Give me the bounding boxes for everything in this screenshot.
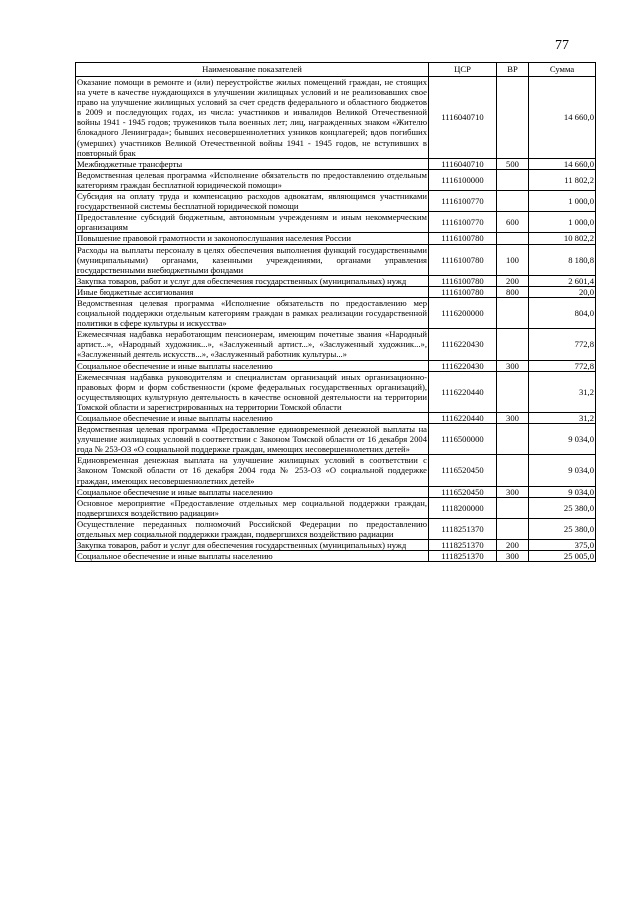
cell-vr xyxy=(497,77,529,159)
cell-csr: 1118251370 xyxy=(429,551,497,562)
cell-csr: 1116100780 xyxy=(429,286,497,297)
page-number: 77 xyxy=(555,38,569,53)
cell-name: Повышение правовой грамотности и законопослушания населения России xyxy=(76,233,429,244)
table-row xyxy=(76,371,596,412)
cell-sum: 14 660,0 xyxy=(529,158,596,169)
table-row xyxy=(76,286,596,297)
cell-vr xyxy=(497,297,529,328)
cell-name: Основное мероприятие «Предоставление отдельных мер социальной поддержки граждан, подвергшихся воздействию радиации» xyxy=(77,497,427,518)
cell-csr: 1116040710 xyxy=(429,77,497,159)
cell-csr: 1116100780 xyxy=(429,275,497,286)
cell-csr: 1118200000 xyxy=(429,497,497,518)
cell-vr: 100 xyxy=(497,244,529,275)
cell-csr: 1116040710 xyxy=(429,158,497,169)
cell-name: Закупка товаров, работ и услуг для обеспечения государственных (муниципальных) нужд xyxy=(76,540,429,551)
table-header-row xyxy=(76,63,596,77)
table-row xyxy=(76,244,596,275)
cell-vr: 800 xyxy=(497,286,529,297)
cell-name: Единовременная денежная выплата на улучшение жилищных условий в соответствии с Законом Томской области от 16 декабря 2004 года № 253-ОЗ «О социальной поддержке граждан, имеющих несовершеннолетних детей» xyxy=(77,455,427,486)
cell-vr: 300 xyxy=(497,486,529,497)
cell-vr xyxy=(497,371,529,412)
table-row xyxy=(76,233,596,244)
cell-csr: 1116520450 xyxy=(429,486,497,497)
table-row xyxy=(76,540,596,551)
cell-name: Расходы на выплаты персоналу в целях обеспечения выполнения функций государственными (муниципальными) органами, казенными учреждениями, органами управления государственными внебюджетными фондами xyxy=(77,244,427,275)
cell-name: Социальное обеспечение и иные выплаты населению xyxy=(76,360,429,371)
table-row xyxy=(76,158,596,169)
cell-name: Иные бюджетные ассигнования xyxy=(76,286,429,297)
cell-vr: 600 xyxy=(497,212,529,233)
cell-name: Социальное обеспечение и иные выплаты населению xyxy=(76,551,429,562)
table-row xyxy=(76,212,596,233)
cell-csr: 1116100770 xyxy=(429,212,497,233)
cell-name: Социальное обеспечение и иные выплаты населению xyxy=(76,486,429,497)
cell-name: Ведомственная целевая программа «Исполнение обязательств по предоставлению мер социальной поддержки отдельным категориям граждан в рамках реализации государственной политики в сфере культуры и искусства» xyxy=(77,297,427,329)
cell-vr: 200 xyxy=(497,540,529,551)
table-row xyxy=(76,518,596,539)
table-row xyxy=(76,275,596,286)
header-name: Наименование показателей xyxy=(76,63,429,77)
header-csr: ЦСР xyxy=(429,63,497,77)
cell-sum: 10 802,2 xyxy=(529,233,596,244)
cell-name: Закупка товаров, работ и услуг для обеспечения государственных (муниципальных) нужд xyxy=(76,275,429,286)
cell-name: Социальное обеспечение и иные выплаты населению xyxy=(76,413,429,424)
cell-vr xyxy=(497,424,529,455)
table-row xyxy=(76,169,596,190)
cell-csr: 1116220430 xyxy=(429,329,497,360)
table-row xyxy=(76,486,596,497)
cell-csr: 1116520450 xyxy=(429,455,497,486)
table-row xyxy=(76,191,596,212)
cell-sum: 2 601,4 xyxy=(529,275,596,286)
cell-name: Ведомственная целевая программа «Предоставление единовременной денежной выплаты на улучшение жилищных условий в соответствии с Законом Томской области от 16 декабря 2004 года № 253-ОЗ «О социальной поддержке граждан, имеющих несовершеннолетних детей» xyxy=(77,424,427,455)
header-sum: Сумма xyxy=(529,63,596,77)
cell-sum: 9 034,0 xyxy=(529,424,596,455)
cell-csr: 1116100000 xyxy=(429,169,497,190)
cell-sum: 25 380,0 xyxy=(529,497,596,518)
cell-vr xyxy=(497,455,529,486)
cell-sum: 772,8 xyxy=(529,360,596,371)
cell-csr: 1118251370 xyxy=(429,518,497,539)
cell-csr: 1116100780 xyxy=(429,233,497,244)
cell-csr: 1116100780 xyxy=(429,244,497,275)
cell-name: Ежемесячная надбавка руководителям и специалистам организаций иных организационно-правовых форм и форм собственности (кроме федеральных государственных организаций), осуществляющих культурную деятельность в качестве основной деятельности на территории Томской области и зарегистрированных на территории Томской области xyxy=(77,371,427,412)
cell-vr xyxy=(497,191,529,212)
cell-name: Осуществление переданных полномочий Российской Федерации по предоставлению отдельных мер социальной поддержки граждан, подвергшихся воздействию радиации xyxy=(77,518,427,540)
table-row xyxy=(76,329,596,360)
cell-sum: 1 000,0 xyxy=(529,191,596,212)
cell-vr: 200 xyxy=(497,275,529,286)
cell-vr xyxy=(497,169,529,190)
cell-name: Ведомственная целевая программа «Исполнение обязательств по предоставлению отдельным категориям граждан бесплатной юридической помощи» xyxy=(77,169,427,190)
cell-csr: 1116500000 xyxy=(429,424,497,455)
cell-csr: 1116220430 xyxy=(429,360,497,371)
cell-sum: 9 034,0 xyxy=(529,486,596,497)
cell-csr: 1116200000 xyxy=(429,297,497,328)
cell-sum: 1 000,0 xyxy=(529,212,596,233)
cell-sum: 375,0 xyxy=(529,540,596,551)
cell-csr: 1118251370 xyxy=(429,540,497,551)
header-vr: ВР xyxy=(497,63,529,77)
table-row xyxy=(76,424,596,455)
cell-vr xyxy=(497,518,529,539)
cell-vr xyxy=(497,497,529,518)
cell-sum: 772,8 xyxy=(529,329,596,360)
table-row xyxy=(76,455,596,486)
cell-sum: 11 802,2 xyxy=(529,169,596,190)
cell-sum: 804,0 xyxy=(529,297,596,328)
budget-table xyxy=(75,62,596,562)
cell-csr: 1116220440 xyxy=(429,371,497,412)
cell-vr: 500 xyxy=(497,158,529,169)
cell-vr: 300 xyxy=(497,413,529,424)
cell-sum: 14 660,0 xyxy=(529,77,596,159)
table-row xyxy=(76,297,596,328)
cell-name: Предоставление субсидий бюджетным, автономным учреждениям и иным некоммерческим организациям xyxy=(77,212,427,233)
cell-sum: 31,2 xyxy=(529,413,596,424)
cell-name: Ежемесячная надбавка неработающим пенсионерам, имеющим почетные звания «Народный артист...», «Народный художник...», «Заслуженный артист...», «Заслуженный художник...», «Заслуженный деятель искусств...», «Заслуженный работник культуры...» xyxy=(77,329,427,360)
cell-sum: 25 380,0 xyxy=(529,518,596,539)
cell-name: Межбюджетные трансферты xyxy=(76,158,429,169)
cell-sum: 31,2 xyxy=(529,371,596,412)
cell-vr: 300 xyxy=(497,551,529,562)
cell-sum: 20,0 xyxy=(529,286,596,297)
cell-sum: 9 034,0 xyxy=(529,455,596,486)
cell-vr xyxy=(497,233,529,244)
cell-vr xyxy=(497,329,529,360)
table-row xyxy=(76,360,596,371)
table-row xyxy=(76,77,596,159)
cell-vr: 300 xyxy=(497,360,529,371)
cell-csr: 1116100770 xyxy=(429,191,497,212)
table-row xyxy=(76,497,596,518)
cell-csr: 1116220440 xyxy=(429,413,497,424)
table-row xyxy=(76,551,596,562)
cell-name: Субсидия на оплату труда и компенсацию расходов адвокатам, являющимся участниками государственной системы бесплатной юридической помощи xyxy=(77,191,427,212)
cell-name: Оказание помощи в ремонте и (или) переустройстве жилых помещений граждан, не стоящих на учете в качестве нуждающихся в улучшении жилищных условий и не реализовавших свое право на улучшение жилищных условий за счет средств федерального и областного бюджетов в 2009 и последующих годах, из числа: участников и инвалидов Великой Отечественной войны 1941 - 1945 годов; тружеников тыла военных лет; лиц, награжденных знаком «Жителю блокадного Ленинграда»; бывших несовершеннолетних узников концлагерей; вдов погибших (умерших) участников Великой Отечественной войны 1941 - 1945 годов, не вступивших в повторный брак xyxy=(77,77,427,158)
cell-sum: 25 005,0 xyxy=(529,551,596,562)
table-row xyxy=(76,413,596,424)
cell-sum: 8 180,8 xyxy=(529,244,596,275)
